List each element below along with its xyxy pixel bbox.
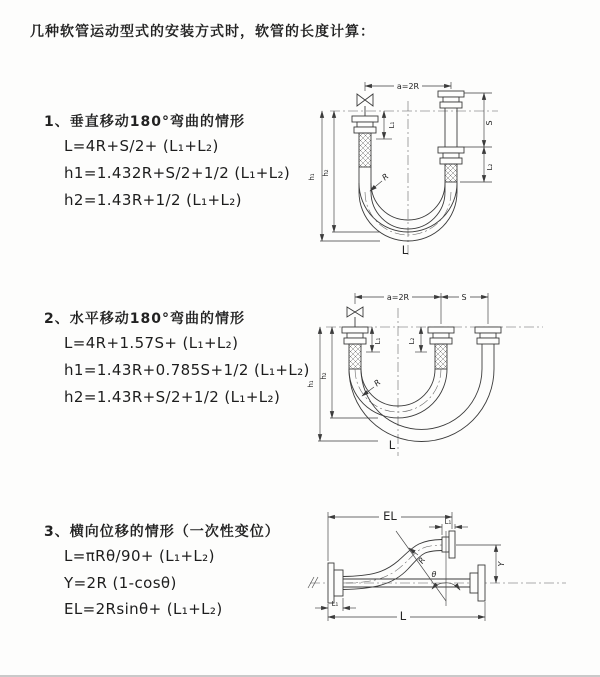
section1-heading: 1、垂直移动180°弯曲的情形 (44, 114, 245, 130)
section1-formula-h1: h1=1.432R+S/2+1/2 (L₁+L₂) (64, 164, 291, 182)
left-braid-section (349, 344, 361, 369)
section2-heading: 2、水平移动180°弯曲的情形 (44, 311, 245, 327)
radius-label: R (416, 555, 428, 566)
right-braid-section (445, 164, 457, 182)
dim-label-l2: L₂ (408, 337, 416, 345)
diagram-vertical-180-bend (308, 73, 598, 258)
section3-formula-EL: EL=2Rsinθ+ (L₁+L₂) (64, 600, 223, 618)
dim-end-bottom (315, 598, 356, 611)
dim-end-top (429, 518, 468, 535)
section2-formula-h2: h2=1.43R+S/2+1/2 (L₁+L₂) (64, 388, 281, 406)
valve-icon (347, 307, 363, 327)
length-label: L (401, 243, 409, 257)
left-braid-section (359, 133, 371, 167)
dim-label-l1: L₁ (374, 337, 382, 345)
dim-label-l1-bottom: L₁ (331, 600, 339, 608)
dim-end1 (376, 111, 396, 139)
right-flange (470, 565, 485, 601)
section3-heading: 3、横向位移的情形（一次性变位） (44, 524, 280, 540)
upper-flange (442, 531, 455, 558)
shifted-fitting (475, 327, 501, 344)
dim-label-s: S (485, 120, 494, 126)
dim-label-el: EL (383, 509, 397, 523)
section1-formula-L: L=4R+S/2+ (L₁+L₂) (64, 137, 219, 155)
dim-length (328, 602, 485, 623)
center-fitting (428, 327, 454, 344)
centerline-break-mark (308, 577, 318, 588)
section3-formula-Y: Y=2R (1-cosθ) (64, 574, 177, 592)
right-fitting-lower (438, 147, 464, 164)
dim-label-l1-top: L₁ (444, 518, 452, 526)
dim-label-a2r: a=2R (386, 293, 410, 302)
valve-icon (357, 94, 373, 116)
dim-label-h1: h₁ (307, 380, 315, 388)
dim-end2 (408, 327, 427, 352)
length-label: L (388, 438, 396, 452)
dim-label-l1: L₁ (388, 121, 396, 129)
displaced-hose (343, 540, 442, 590)
radius-leader (370, 172, 390, 191)
dim-label-a2r: a=2R (396, 82, 420, 91)
dim-h-outer (307, 327, 378, 441)
dim-label-l2: L₂ (486, 163, 494, 171)
radius-construction-line (396, 531, 446, 601)
dim-label-y: Y (497, 561, 506, 567)
dim-label-h1: h₁ (308, 173, 316, 181)
section1-formula-h2: h2=1.43R+1/2 (L₁+L₂) (64, 191, 242, 209)
radius-label: R (372, 377, 383, 389)
dim-label-s: S (461, 293, 467, 302)
left-fitting (352, 116, 378, 133)
section2-formula-h1: h1=1.43R+0.785S+1/2 (L₁+L₂) (64, 361, 310, 379)
dim-stroke (441, 292, 488, 302)
section2-formula-L: L=4R+1.57S+ (L₁+L₂) (64, 334, 239, 352)
dim-label-l: L (399, 609, 407, 623)
radius-label: R (380, 171, 391, 183)
diagram-lateral-displacement (298, 503, 598, 653)
page-title: 几种软管运动型式的安装方式时，软管的长度计算： (30, 24, 375, 40)
left-flange (328, 563, 343, 603)
dim-label-h2: h₂ (320, 372, 328, 380)
dim-label-h2: h₂ (322, 169, 330, 177)
section3-formula-L: L=πRθ/90+ (L₁+L₂) (64, 547, 215, 565)
dim-stroke (464, 93, 494, 147)
center-braid-section (435, 344, 447, 369)
diagram-horizontal-180-bend (308, 284, 598, 464)
dim-width (365, 81, 451, 91)
dim-end2 (460, 147, 494, 182)
dim-el (328, 509, 452, 561)
left-fitting (342, 327, 368, 344)
hose-u-bend (349, 369, 494, 442)
angle-label: θ (431, 570, 437, 579)
right-fitting-upper (438, 91, 464, 108)
